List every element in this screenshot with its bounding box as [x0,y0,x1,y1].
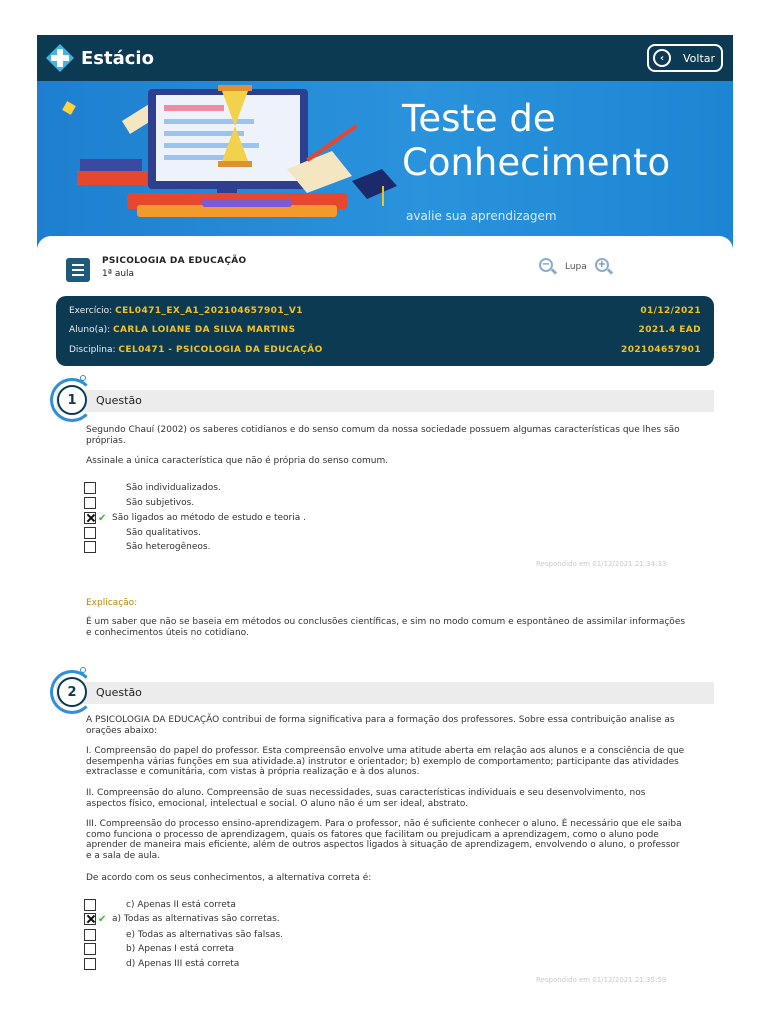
question-number: 2 [57,677,87,707]
term: 2021.4 EAD [638,325,701,335]
option-label: a) Todas as alternativas são corretas. [112,914,280,924]
explanation-label: Explicação: [86,598,138,608]
question-1-text: Segundo Chauí (2002) os saberes cotidianos e do senso comum da nossa sociedade possuem algumas características que lhes são próprias. [86,425,680,446]
banner-card-edge [37,236,733,251]
option-label: b) Apenas I está correta [126,944,234,954]
hero-banner [37,81,733,251]
checkmark-icon: ✔ [98,913,107,925]
question-2-statement-2: II. Compreensão do aluno. Compreensão de suas necessidades, suas características individuais e seu desenvolvimento, nos aspectos físico, emocional, intelectual e social. O aluno não é um ser ideal, abstrato. [86,788,646,809]
zoom-out-icon[interactable]: − [539,258,557,276]
option-label: c) Apenas II está correta [126,900,236,910]
option-row[interactable] [84,958,239,970]
document-icon [66,258,90,282]
zoom-label: Lupa [565,262,587,272]
student-name: CARLA LOIANE DA SILVA MARTINS [113,325,296,335]
option-row[interactable] [84,541,210,553]
option-row[interactable] [84,899,236,911]
back-button-label: Voltar [683,51,716,65]
subject-name: PSICOLOGIA DA EDUCAÇÃO [102,256,247,266]
question-number-badge [50,670,94,714]
question-2-statement-1: I. Compreensão do papel do professor. Esta compreensão envolve uma atitude aberta em relação aos alunos e a consciência de que desempenha várias funções em sua atividade.a) instrutor e orientador; b) exemplo de comportamento; participante das atividades extraclasse e comunitária, com vistas à própria realização e à dos alunos. [86,746,685,777]
question-title: Questão [96,686,142,699]
subject-class: 1ª aula [102,269,135,279]
question-number: 1 [57,385,87,415]
option-row[interactable] [84,943,234,955]
checkbox[interactable] [84,958,96,970]
option-row[interactable] [84,929,283,941]
checkbox-checked[interactable] [84,913,96,925]
checkbox-checked[interactable] [84,512,96,524]
discipline-label: Disciplina: [69,345,116,355]
option-label: São ligados ao método de estudo e teoria . [112,513,306,523]
checkmark-icon: ✔ [98,512,107,524]
option-row[interactable] [84,482,221,494]
checkbox[interactable] [84,527,96,539]
option-label: São heterogêneos. [126,542,211,552]
question-2-statement-3: III. Compreensão do processo ensino-aprendizagem. Para o professor, não é suficiente conhecer o aluno. É necessário que ele saiba como funciona o processo de aprendizagem, quais os fatores que facilitam ou prejudicam a aprendizagem, como o aluno pode aprender de maneira mais eficiente, além de outros aspectos ligados à situação de aprendizagem, envolvendo o aluno, o professor e a sala de aula. [86,819,682,861]
student-label: Aluno(a): [69,325,111,335]
checkbox[interactable] [84,929,96,941]
question-title: Questão [96,394,142,407]
back-button[interactable] [647,44,723,72]
option-label: São qualitativos. [126,528,201,538]
zoom-in-icon[interactable]: + [595,258,613,276]
exercise-date: 01/12/2021 [640,306,701,316]
option-row[interactable] [84,527,201,539]
question-number-badge [50,378,94,422]
checkbox[interactable] [84,541,96,553]
question-2-header [56,682,714,704]
study-illustration-icon [52,81,402,231]
banner-subtitle: avalie sua aprendizagem [406,209,557,223]
answered-timestamp: Respondido em 01/12/2021 21:35:59 [536,976,667,984]
option-label: d) Apenas III está correta [126,959,240,969]
exercise-label: Exercício: [69,306,113,316]
exercise-code: CEL0471_EX_A1_202104657901_V1 [115,306,303,316]
option-row-selected[interactable] [84,913,280,925]
banner-title-line1: Teste de [402,97,556,140]
checkbox[interactable] [84,943,96,955]
top-bar [37,35,733,81]
subject-block [66,256,246,282]
checkbox[interactable] [84,497,96,509]
option-label: São individualizados. [126,483,221,493]
banner-title [402,97,670,185]
option-label: São subjetivos. [126,498,195,508]
brand-logo [45,43,154,73]
option-row-selected[interactable] [84,512,306,524]
question-1-header [56,390,714,412]
registration-number: 202104657901 [621,345,701,355]
question-2-instruction: De acordo com os seus conhecimentos, a alternativa correta é: [86,873,372,883]
zoom-control [539,258,613,276]
explanation-text: É um saber que não se baseia em métodos ou conclusões científicas, e sim no modo comum e espontâneo de assimilar informações e conhecimentos úteis no cotidiano. [86,617,686,638]
option-label: e) Todas as alternativas são falsas. [126,930,283,940]
exercise-info-panel [56,296,714,366]
banner-title-line2: Conhecimento [402,141,671,184]
question-1-instruction: Assinale a única característica que não é própria do senso comum. [86,456,389,466]
estacio-logo-icon [45,43,75,73]
checkbox[interactable] [84,899,96,911]
chevron-left-icon: ‹ [653,49,671,67]
answered-timestamp: Respondido em 01/12/2021 21:34:33 [536,560,667,568]
question-2-intro: A PSICOLOGIA DA EDUCAÇÃO contribui de forma significativa para a formação dos professores. Sobre essa contribuição analise as orações abaixo: [86,715,675,736]
discipline-name: CEL0471 - PSICOLOGIA DA EDUCAÇÃO [118,345,323,355]
brand-name: Estácio [81,47,154,69]
option-row[interactable] [84,497,194,509]
checkbox[interactable] [84,482,96,494]
